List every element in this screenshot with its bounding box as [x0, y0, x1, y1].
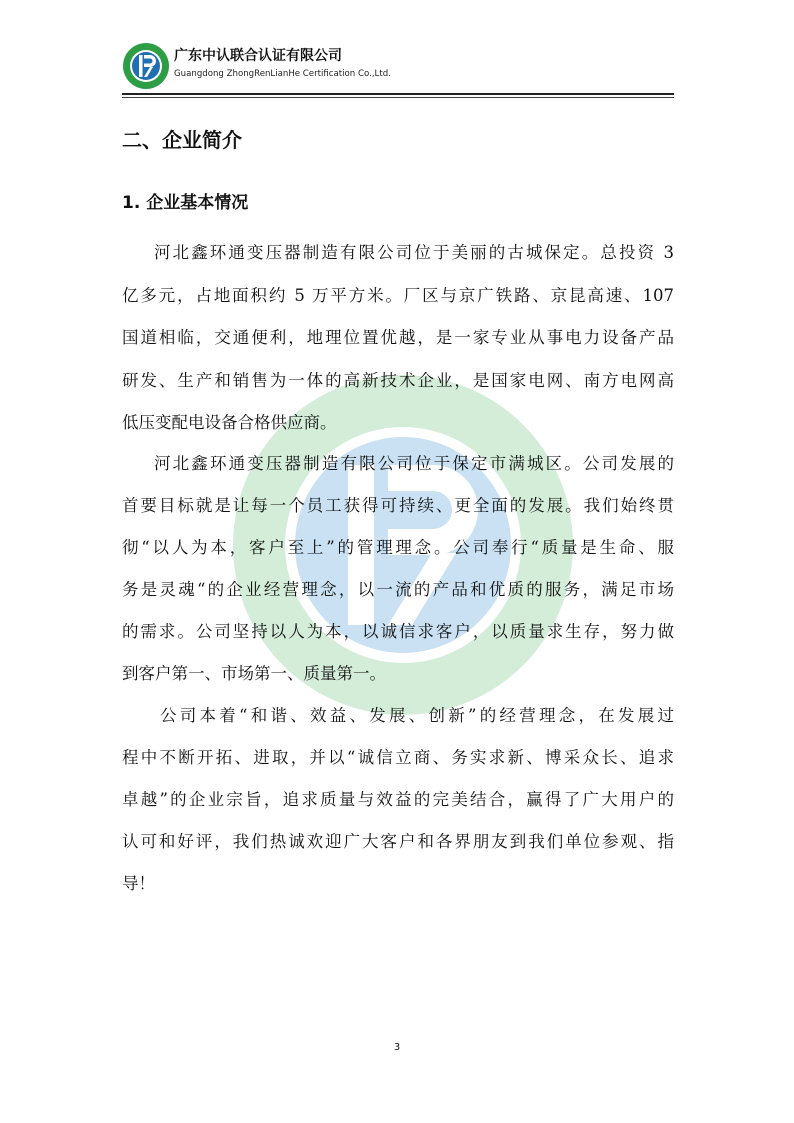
paragraph-2-line: 到客户第一、市场第一、质量第一。 [122, 664, 386, 683]
paragraph-2-line: 彻“以人为本，客户至上”的管理理念。公司奉行“质量是生命、服 [122, 538, 674, 557]
paragraph-3-line: 导！ [122, 874, 155, 893]
sub-title: 1. 企业基本情况 [122, 193, 249, 213]
paragraph-1-line: 亿多元，占地面积约 5 万平方米。厂区与京广铁路、京昆高速、107 [122, 286, 674, 305]
paragraph-2-line: 务是灵魂“的企业经营理念，以一流的产品和优质的服务，满足市场 [122, 580, 674, 599]
paragraph-3-line: 卓越”的企业宗旨，追求质量与效益的完美结合，赢得了广大用户的 [122, 790, 674, 809]
paragraph-2-line: 的需求。公司坚持以人为本，以诚信求客户，以质量求生存，努力做 [122, 622, 674, 641]
paragraph-1-line: 河北鑫环通变压器制造有限公司位于美丽的古城保定。总投资 3 [154, 243, 674, 262]
paragraph-1-line: 国道相临，交通便利，地理位置优越，是一家专业从事电力设备产品 [122, 328, 674, 347]
header-rule-thin [122, 97, 674, 98]
paragraph-1-line: 低压变配电设备合格供应商。 [122, 413, 337, 432]
page-header [122, 38, 674, 96]
paragraph-3-line: 认可和好评，我们热诚欢迎广大客户和各界朋友到我们单位参观、指 [122, 832, 674, 851]
paragraph-3-line: 程中不断开拓、进取，并以“诚信立商、务实求新、博采众长、追求 [122, 748, 674, 767]
paragraph-1-line: 研发、生产和销售为一体的高新技术企业，是国家电网、南方电网高 [122, 371, 674, 390]
paragraph-2-line: 河北鑫环通变压器制造有限公司位于保定市满城区。公司发展的 [154, 454, 674, 473]
paragraph-2-line: 首要目标就是让每一个员工获得可持续、更全面的发展。我们始终贯 [122, 496, 674, 515]
page-number: 3 [393, 1042, 401, 1053]
company-logo-icon [122, 42, 170, 90]
header-rule-thick [122, 93, 674, 95]
company-name-cn: 广东中认联合认证有限公司 [174, 48, 342, 64]
paragraph-3-line: 公司本着“和谐、效益、发展、创新”的经营理念，在发展过 [160, 706, 674, 725]
section-title: 二、企业简介 [122, 128, 242, 152]
company-name-en: Guangdong ZhongRenLianHe Certification Co.,Ltd. [174, 69, 391, 79]
